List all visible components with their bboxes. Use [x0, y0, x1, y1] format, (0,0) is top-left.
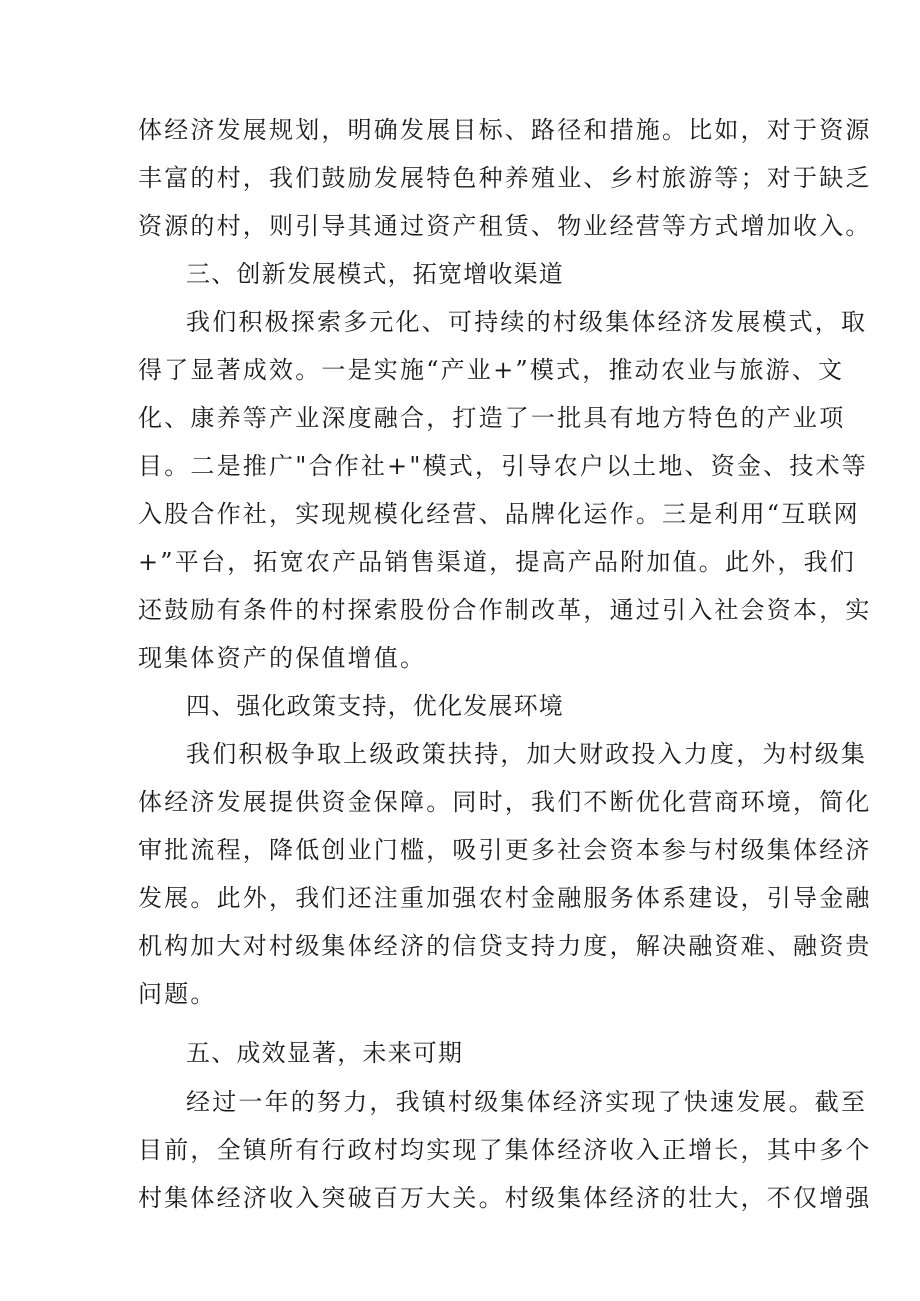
- text-line: 体经济发展规划，明确发展目标、路径和措施。比如，对于资源: [138, 116, 872, 144]
- text-line: 我们积极探索多元化、可持续的村级集体经济发展模式，取: [186, 308, 868, 336]
- text-line: 目前，全镇所有行政村均实现了集体经济收入正增长，其中多个: [138, 1136, 872, 1164]
- text-line: 入股合作社，实现规模化经营、品牌化运作。三是利用“互联网: [138, 500, 860, 528]
- text-line: 得了显著成效。一是实施“产业+”模式，推动农业与旅游、文: [138, 356, 845, 384]
- section-heading-3: 三、创新发展模式，拓宽增收渠道: [186, 260, 564, 288]
- text-line: 体经济发展提供资金保障。同时，我们不断优化营商环境，简化: [138, 788, 872, 816]
- text-line: 经过一年的努力，我镇村级集体经济实现了快速发展。截至: [186, 1088, 868, 1116]
- text-line: 资源的村，则引导其通过资产租赁、物业经营等方式增加收入。: [138, 212, 872, 240]
- text-line: 还鼓励有条件的村探索股份合作制改革，通过引入社会资本，实: [138, 596, 872, 624]
- text-line: 机构加大对村级集体经济的信贷支持力度，解决融资难、融资贵: [138, 932, 872, 960]
- text-line: 化、康养等产业深度融合，打造了一批具有地方特色的产业项: [138, 404, 846, 432]
- text-line: 现集体资产的保值增值。: [138, 644, 427, 672]
- text-line: +”平台，拓宽农产品销售渠道，提高产品附加值。此外，我们: [138, 548, 856, 576]
- text-line: 发展。此外，我们还注重加强农村金融服务体系建设，引导金融: [138, 884, 872, 912]
- text-line: 我们积极争取上级政策扶持，加大财政投入力度，为村级集: [186, 740, 868, 768]
- section-heading-5: 五、成效显著，未来可期: [186, 1039, 464, 1067]
- text-line: 审批流程，降低创业门槛，吸引更多社会资本参与村级集体经济: [138, 836, 872, 864]
- text-line: 村集体经济收入突破百万大关。村级集体经济的壮大，不仅增强: [138, 1184, 872, 1212]
- section-heading-4: 四、强化政策支持，优化发展环境: [186, 692, 564, 720]
- text-line: 目。二是推广"合作社+"模式，引导农户以土地、资金、技术等: [138, 452, 868, 480]
- text-line: 丰富的村，我们鼓励发展特色种养殖业、乡村旅游等；对于缺乏: [138, 164, 872, 192]
- text-line: 问题。: [138, 980, 217, 1008]
